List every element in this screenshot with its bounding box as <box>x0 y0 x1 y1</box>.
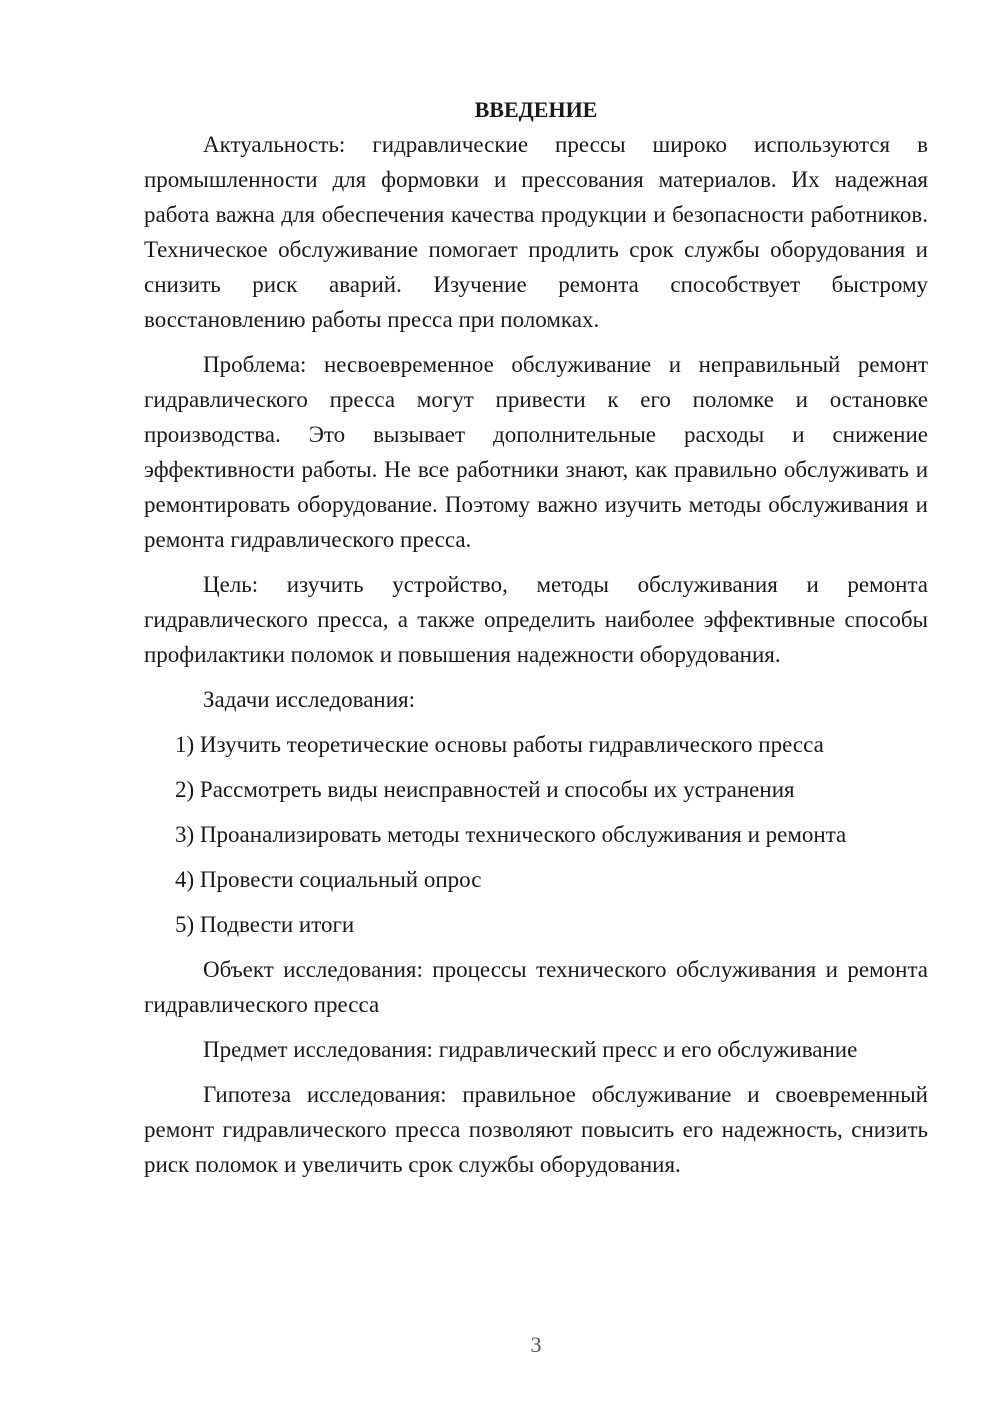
paragraph-object: Объект исследования: процессы технического обслуживания и ремонта гидравлического пресса <box>144 957 928 1017</box>
task-item-4: 4) Провести социальный опрос <box>175 867 482 892</box>
section-title: ВВЕДЕНИЕ <box>474 97 598 122</box>
document-page <box>144 92 928 1182</box>
paragraph-hypothesis: Гипотеза исследования: правильное обслуживание и своевременный ремонт гидравлического пресса позволяют повысить его надежность, снизить риск поломок и увеличить срок службы оборудования. <box>144 1082 928 1177</box>
page-number: 3 <box>530 1332 542 1357</box>
task-item-2: 2) Рассмотреть виды неисправностей и способы их устранения <box>175 777 795 802</box>
tasks-heading: Задачи исследования: <box>203 687 416 712</box>
paragraph-relevance: Актуальность: гидравлические прессы широко используются в промышленности для формовки и прессования материалов. Их надежная работа важна для обеспечения качества продукции и безопасности работников. Техническое обслуживание помогает продлить срок службы оборудования и снизить риск аварий. Изучение ремонта способствует быстрому восстановлению работы пресса при поломках. <box>144 132 928 332</box>
paragraph-goal: Цель: изучить устройство, методы обслуживания и ремонта гидравлического пресса, а также определить наиболее эффективные способы профилактики поломок и повышения надежности оборудования. <box>144 572 928 667</box>
task-item-3: 3) Проанализировать методы технического обслуживания и ремонта <box>175 822 847 847</box>
paragraph-subject: Предмет исследования: гидравлический пресс и его обслуживание <box>203 1037 858 1062</box>
task-item-1: 1) Изучить теоретические основы работы гидравлического пресса <box>175 732 824 757</box>
paragraph-problem: Проблема: несвоевременное обслуживание и неправильный ремонт гидравлического пресса могут привести к его поломке и остановке производства. Это вызывает дополнительные расходы и снижение эффективности работы. Не все работники знают, как правильно обслуживать и ремонтировать оборудование. Поэтому важно изучить методы обслуживания и ремонта гидравлического пресса. <box>144 352 928 552</box>
task-item-5: 5) Подвести итоги <box>175 912 355 937</box>
